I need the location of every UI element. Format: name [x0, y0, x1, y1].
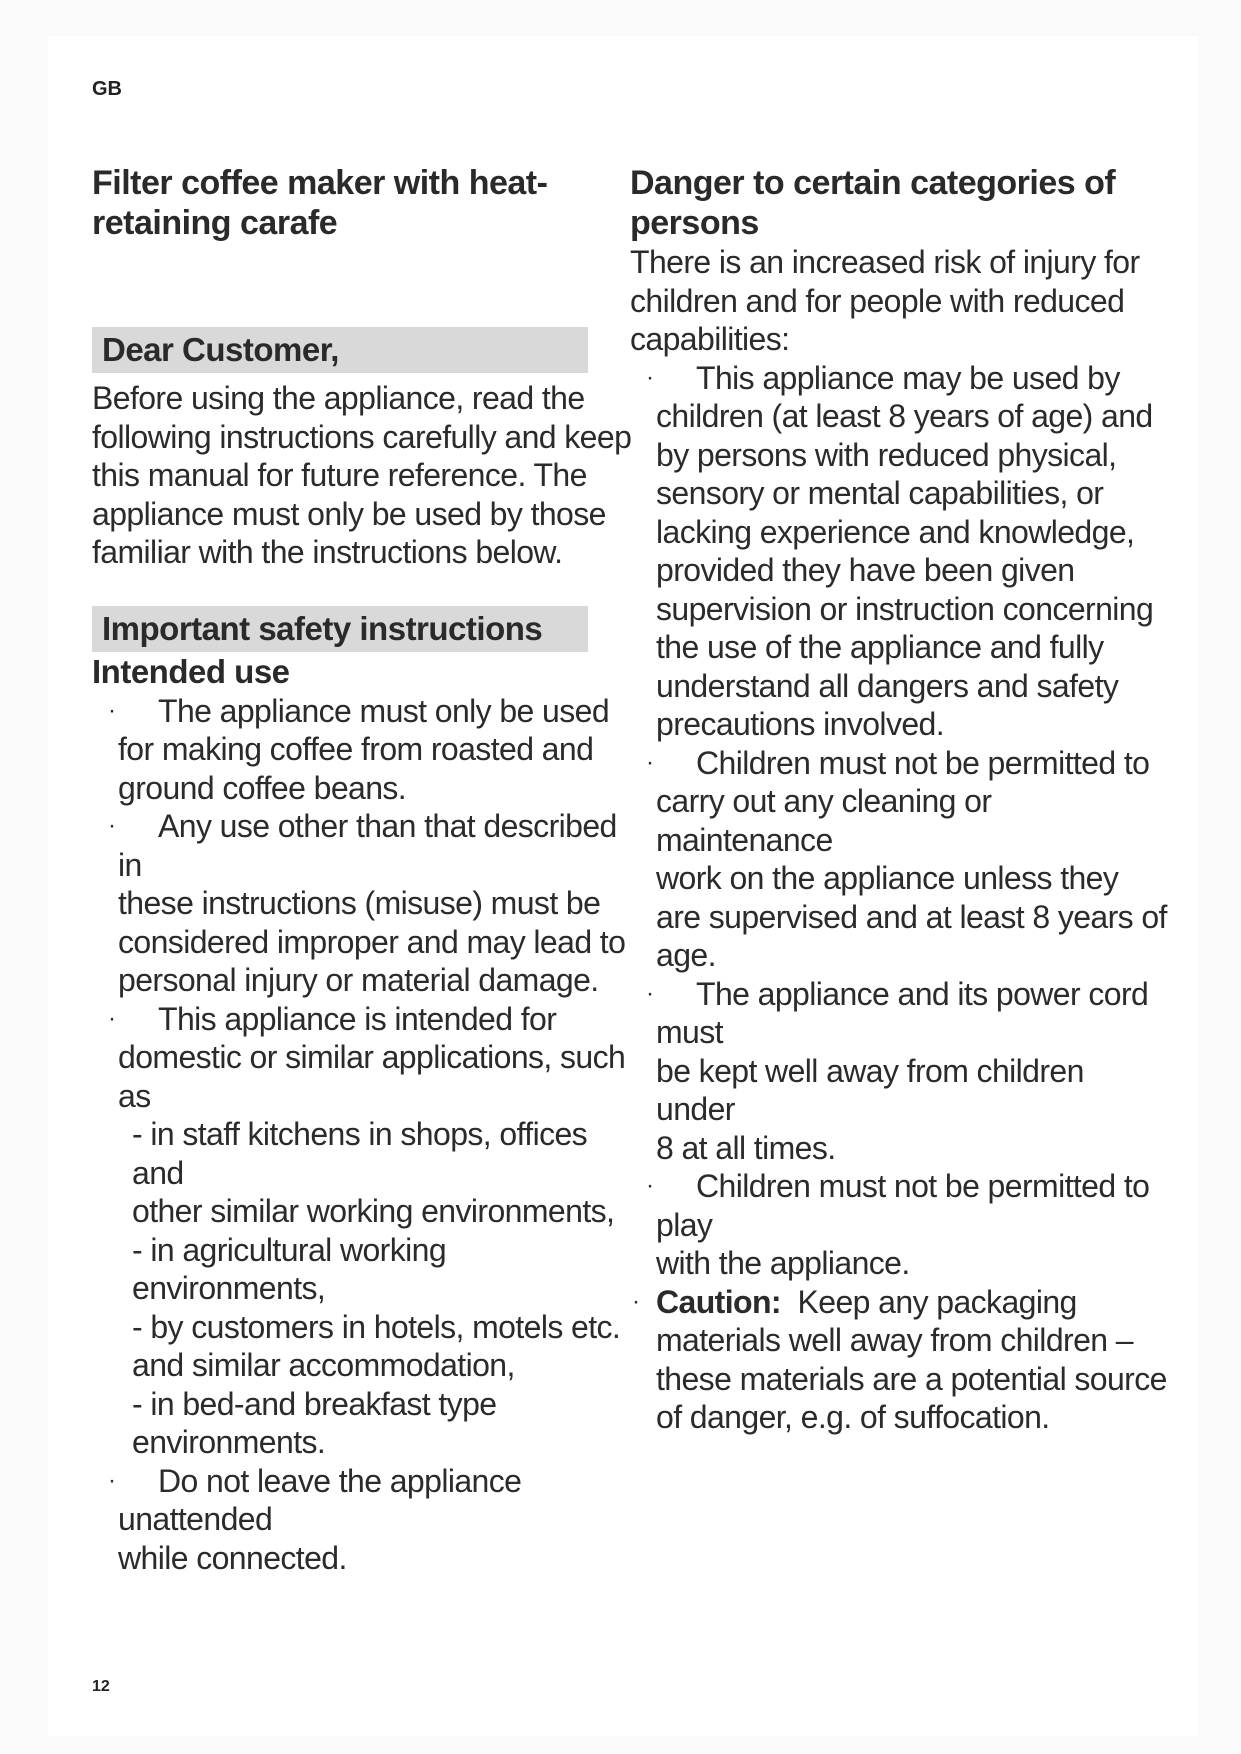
- list-item: · Children must not be permitted to carry out any cleaning or maintenance work on the appliance unless they are supervised and at least 8 years of age.: [646, 744, 1167, 973]
- sub-item: - in bed-and breakfast type environments.: [132, 1385, 497, 1460]
- intro-line: this manual for future reference. The: [92, 457, 587, 493]
- bullet-icon: ·: [646, 1172, 654, 1199]
- danger-list: [630, 359, 1170, 1437]
- list-item: · Children must not be permitted to play with the appliance.: [646, 1168, 1150, 1281]
- intro-line: appliance must only be used by those: [92, 495, 606, 532]
- intro-line: following instructions carefully and keep: [92, 418, 632, 455]
- intro-paragraph: [92, 379, 632, 572]
- page-number: 12: [92, 1678, 110, 1695]
- sub-item: - in agricultural working environments,: [132, 1231, 447, 1306]
- danger-intro: There is an increased risk of injury for children and for people with reduced capabilities:: [630, 244, 1140, 357]
- list-item: · Any use other than that described in these instructions (misuse) must be considered improper and may lead to personal injury or material damage.: [108, 808, 626, 998]
- list-item: · This appliance may be used by children (at least 8 years of age) and by persons with reduced physical, sensory or mental capabilities, or lacking experience and knowledge, provided they have been given supervision or instruction concerning the use of the appliance and fully understand all dangers and safety precautions involved.: [646, 359, 1154, 742]
- dear-customer-heading: Dear Customer,: [92, 327, 588, 373]
- bullet-icon: ·: [646, 363, 654, 391]
- bullet-icon: ·: [108, 812, 116, 839]
- left-column: [92, 163, 632, 1577]
- intended-use-heading: Intended use: [92, 652, 290, 690]
- bullet-icon: ·: [108, 696, 116, 724]
- language-code: GB: [92, 78, 122, 100]
- intro-line: Before using the appliance, read the: [92, 380, 585, 416]
- caution-item: · Caution: Keep any packaging materials well away from children – these materials are a potential source of danger, e.g. of suffocation.: [632, 1283, 1167, 1435]
- intro-line: familiar with the instructions below.: [92, 534, 563, 570]
- danger-heading: Danger to certain categories of persons: [630, 164, 1116, 242]
- list-item: · The appliance and its power cord must be kept well away from children under 8 at all times.: [646, 975, 1149, 1166]
- title-line-1: Filter coffee maker with heat-: [92, 164, 548, 202]
- safety-instructions-heading: Important safety instructions: [92, 606, 588, 652]
- bullet-icon: ·: [108, 1466, 116, 1494]
- list-item: · Do not leave the appliance unattended while connected.: [108, 1462, 522, 1576]
- document-title: [92, 163, 632, 243]
- bullet-icon: ·: [646, 748, 654, 776]
- intended-use-list: [92, 692, 632, 1578]
- caution-label: Caution:: [656, 1283, 781, 1320]
- title-line-2: retaining carafe: [92, 204, 338, 242]
- list-item: · The appliance must only be used for making coffee from roasted and ground coffee beans.: [108, 692, 610, 806]
- sub-item: - in staff kitchens in shops, offices and other similar working environments,: [132, 1116, 615, 1229]
- bullet-icon: ·: [646, 979, 654, 1007]
- bullet-icon: ·: [632, 1287, 640, 1315]
- right-column: [630, 163, 1170, 1437]
- bullet-icon: ·: [108, 1004, 116, 1032]
- sub-item: - by customers in hotels, motels etc. and similar accommodation,: [132, 1308, 621, 1383]
- list-item: · This appliance is intended for domestic or similar applications, such as - in staff kitchens in shops, offices and other similar working environments, - in agricultural working environments, - by customers in hotels, motels etc. and similar accommodation, - in bed-and breakfast type environments.: [92, 1000, 632, 1462]
